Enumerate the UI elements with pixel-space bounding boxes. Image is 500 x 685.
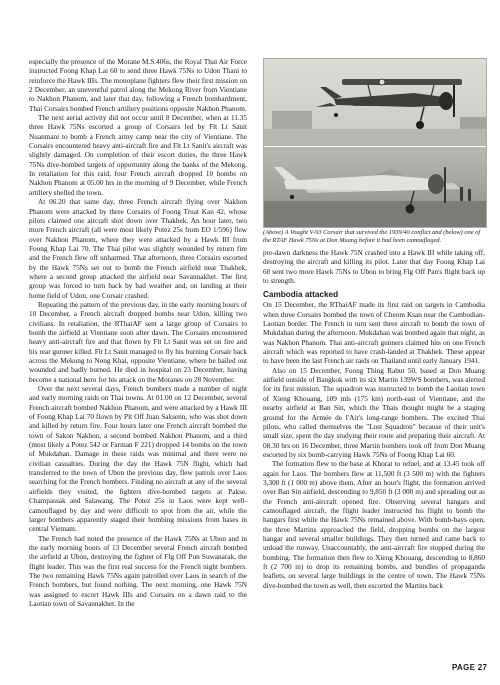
body-paragraph: The next aerial activity did not occur until 8 December, when at 11.35 three Hawk 75Ns escorted a group of Corsairs led by Flt Lt Sanit Nuanmani to bomb a French army camp near the city of Vientiane. The Corsairs encountered heavy anti-aircraft fire and Flt Lt Sanit's aircraft was slightly damaged. On completion of their escort duties, the three Hawk 75Ns dive-bombed targets of opportunity along the banks of the Mekong. In retaliation for this raid, four French aircraft dropped 10 bombs on Nakhon Phanom at 05.00 hrs in the morning of 9 December, while French artillery shelled the town. — [29, 114, 247, 197]
right-text-column — [263, 249, 485, 654]
left-text-column — [29, 58, 247, 656]
section-heading: Cambodia attacked — [263, 290, 339, 300]
monoplane-illustration — [264, 147, 486, 227]
photo-caption: (Above) A Vought V-93 Corsair that survived the 1939/40 conflict and (below) one of the RTAF Hawk 75Ns at Don Muang before it had been camouflaged. — [263, 229, 481, 244]
biplane-illustration — [264, 59, 486, 146]
hawk-75n-photo — [264, 147, 486, 227]
body-paragraph: Repeating the pattern of the previous day, in the early morning hours of 10 December, a French aircraft dropped bombs near Udon, killing two civilians. In retaliation, the RThaiAF sent a large group of Corsairs to bomb the airfield at Vientiane soon after dawn. The Corsairs encountered heavy anti-aircraft fire and that flown by Flt Lt Sanit was set on fire and his rear gunner killed. Flt Lt Sanit managed to fly his burning Corsair back across the Mekong to Nong Khai, opposite Vientiane, where he bailed out wounded and badly burned. He died in hospital on 23 December, having become a national hero for his attack on the Moranes on 28 November. — [29, 300, 247, 384]
body-paragraph: At 06.20 that same day, three French aircraft flying over Nakhon Phanom were attacked by three Corsairs of Foong Truat Kan 42, whose pilots claimed one aircraft shot down over Thakhek. An hour later, two more French aircraft (all were most likely Potez 25s from EO 1/596) flew over Nakhon Phanom, where they were attacked by a Hawk III from Foong Khap Lai 70. The Thai pilot was slightly wounded by return fire and the French flew off unharmed. That afternoon, three Corsairs escorted by the Hawk 75Ns set out to bomb the French airfield near Thakhek, where a second group attacked the airfield near Savannakhet. The first group was forced to turn back by bad weather and, on landing at their home field of Udon, one Corsair crashed. — [29, 198, 247, 300]
body-paragraph: The French had noted the presence of the Hawk 75Ns at Ubon and in the early morning hours of 13 December several French aircraft bombed the airfield at Ubon, destroying the fighter of Flg Off Pun Suwanarak, the flight leader. This was the first real success for the French night bombers. The two remaining Hawk 75Ns again patrolled over Laos in search of the French bombers, but found nothing. The next morning, one Hawk 75N was assigned to escort Hawk IIIs and Corsairs on a dawn raid to the Laotian town of Savannakhet. In the — [29, 534, 247, 608]
body-paragraph: The formation flew to the base at Khorat to refuel, and at 13.45 took off again for Laos. The bombers flew at 11,500 ft (3 500 m) with the fighters 3,300 ft (1 000 m) above them. After an hour's flight, the formation arrived over Ban Sin airfield, descending to 9,850 ft (3 000 m) and spreading out as the French anti-aircraft opened fire. Observing several hangars and camouflaged aircraft, the flight leader instructed his flight to bomb the hangars first while the Hawk 75Ns remained above. With bomb-bays open, the three Martins approached the field, dropping bombs on the largest hangar and several smaller buildings. They then turned and came back to unload the runway. Unaccountably, the anti-aircraft fire stopped during the bombing. The formation then flew to Xieng Khouang, descending to 8,860 ft (2 700 m) to drop its remaining bombs, and bundles of propaganda leaflets, on several large buildings in the centre of town. The Hawk 75Ns dive-bombed the town as well, then escorted the Martins back — [263, 460, 485, 590]
aircraft-photo — [263, 58, 487, 228]
corsair-biplane-photo — [264, 59, 486, 146]
body-paragraph: On 15 December, the RThaiAF made its first raid on targets in Cambodia when three Corsairs bombed the town of Cheom Ksan near the Cambodian-Laotian border. The French in turn sent three aircraft to bomb the town of Mukdahan during the afternoon. Mukdahan was bombed again that night, as was Nakhon Phanom. Thai anti-aircraft gunners claimed hits on one French aircraft which was reported to have crash-landed at Thakhek. These appear to have been the last French air raids on Thailand until early January 1941. — [263, 301, 485, 366]
body-paragraph: pre-dawn darkness the Hawk 75N crashed into a Hawk III while taking off, destroying the aircraft and killing its pilot. Later that day Foong Khap Lai 60 sent two more Hawk 75Ns to Ubon to bring Flg Off Pan's flight back up to strength. — [263, 249, 485, 286]
body-paragraph: Over the next several days, French bombers made a number of night and early morning raids on Thai towns. At 01.00 on 12 December, several French aircraft bombed Nakhon Phanom, and were attacked by a Hawk III of Foong Khap Lai 70 flown by Plt Off Juan Saksenn, who was shot down and killed by return fire. Four hours later one French aircraft bombed the town of Sakon Nakhon, a second bombed Nakhon Phanom, and a third (most likely a Potez 542 or Farman F 221) dropped 14 bombs on the town of Mukdahan. Damage in these raids was minimal and there were no civilian casualties. During the day the Hawk 75N flight, which had transferred to the town of Ubon the previous day, flew patrols over Laos searching for the French bombers. Finding no aircraft at any of the several airfields they visited, the fighters dive-bombed targets at Pakse, Champassak and Salawang. The Potez 25s in Laos were kept well-camouflaged by day and were difficult to spot from the air, while the larger bombers apparently staged their bombing missions from bases in central Vietnam. — [29, 385, 247, 534]
body-paragraph: especially the presence of the Morane M.S.406s, the Royal Thai Air Force instructed Foong Khap Lai 60 to send three Hawk 75Ns to Udon Thani to reinforce the Hawk IIIs. The monoplane fighters flew their first mission on 2 December, an uneventful patrol along the Mekong River from Vientiane to Nakhon Phanom, and later that day, following a French bombardment, Thai Corsairs bombed French artillery positions opposite Nakhon Phanom. — [29, 58, 247, 113]
body-paragraph: Also on 15 December, Foong Thing Rabut 50, based at Don Muang airfield outside of Bangkok with its six Martin 139WS bombers, was alerted for its first mission. The squadron was instructed to bomb the Laotian town of Xieng Khouang, 109 mls (175 km) north-east of Vientiane, and the nearby airfield at Ban Sin, which the Thais thought might be a staging ground for the Armée de l'Air's long-range bombers. The excited Thai pilots, who called themselves the "Lost Squadron" because of their unit's small size, spent the day studying their route and preparing their aircraft. At 08.30 hrs on 16 December, three Martin bombers took off from Don Muang escorted by six bomb-carrying Hawk 75Ns of Foong Khap Lai 60. — [263, 366, 485, 459]
page-number: PAGE 27 — [452, 663, 488, 672]
